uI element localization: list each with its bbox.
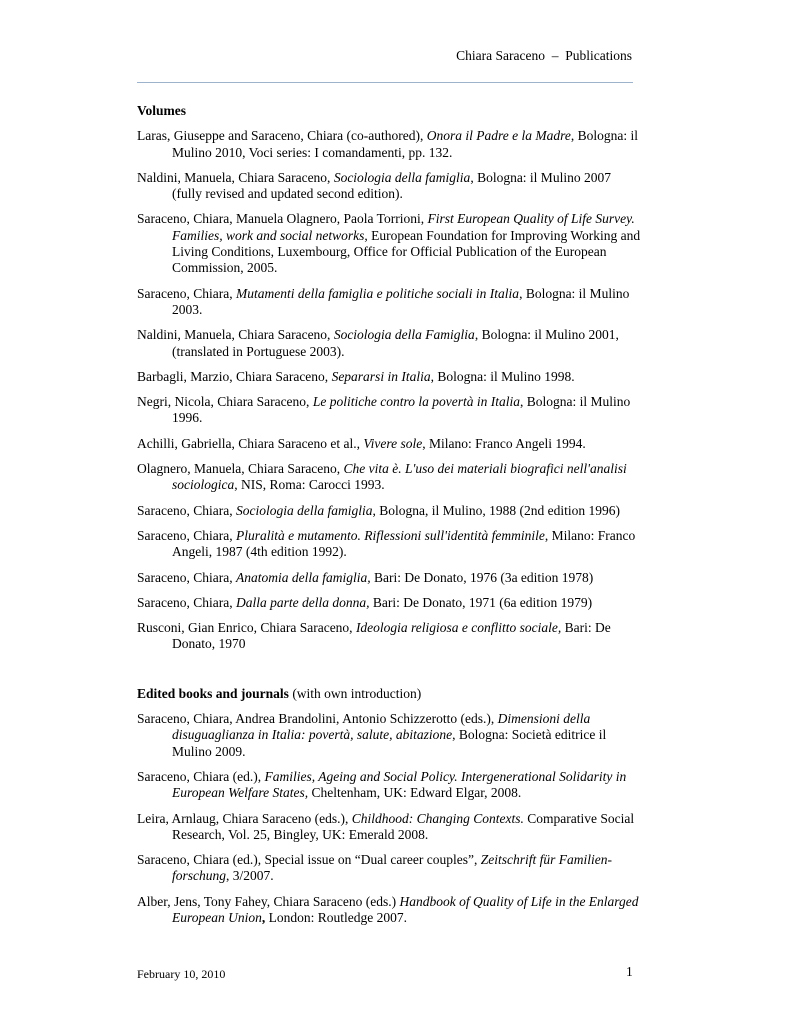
entry-publication: , Milano: Franco Angeli, 1987 (4th edition 1992).: [172, 527, 636, 560]
page-header: Chiara Saraceno – Publications: [456, 48, 632, 63]
bibliography-entry: [137, 170, 641, 203]
entry-title: Anatomia della famiglia,: [235, 569, 371, 585]
entry-title: Sociologia della Famiglia: [333, 327, 475, 343]
entry-authors: Alber, Jens, Tony Fahey, Chiara Saraceno (eds.): [137, 893, 400, 909]
entry-title: Dimensioni della disuguaglianza in Italia: povertà, salute, abitazione: [172, 711, 591, 743]
entry-publication: Bari: De Donato, 1976 (3a edition 1978): [370, 569, 594, 585]
entry-punct: ,: [261, 909, 266, 925]
entry-title: Vivere sole: [363, 435, 423, 451]
bibliography-entry: [137, 528, 641, 561]
entry-publication: , Bologna: il Mulino 2007 (fully revised and updated second edition).: [172, 169, 611, 202]
entry-title: Dalla parte della donna,: [235, 594, 370, 610]
entry-authors: Laras, Giuseppe and Saraceno, Chiara (co-authored),: [137, 128, 427, 144]
entry-publication: , 3/2007.: [226, 868, 274, 884]
entry-title: Onora il Padre e la Madre: [426, 128, 571, 144]
entry-title: Pluralità e mutamento. Riflessioni sull'identità femminile: [235, 527, 545, 543]
entry-authors: Leira, Arnlaug, Chiara Saraceno (eds.),: [137, 810, 352, 826]
entry-title: Le politiche contro la povertà in Italia: [312, 394, 521, 410]
entry-authors: Saraceno, Chiara, Andrea Brandolini, Antonio Schizzerotto (eds.),: [137, 711, 498, 727]
bibliography-entry: [137, 769, 641, 802]
entry-title: Che vita è. L'uso dei materiali biografici nell'analisi sociologica: [172, 461, 627, 493]
entry-title: Handbook of Quality of Life in the Enlarged European Union: [172, 893, 639, 925]
entry-title: Mutamenti della famiglia e politiche sociali in Italia: [235, 285, 520, 301]
volumes-list: [137, 128, 641, 652]
entry-title: First European Quality of Life Survey. Families, work and social networks: [172, 211, 635, 243]
entry-authors: Saraceno, Chiara,: [137, 569, 236, 585]
bibliography-entry: [137, 595, 641, 611]
footer-date: February 10, 2010: [137, 967, 226, 981]
entry-authors: Saraceno, Chiara,: [137, 285, 236, 301]
entry-publication: , European Foundation for Improving Working and Living Conditions, Luxembourg, Office for Official Publication of the European Commission, 2005.: [172, 227, 641, 276]
edited-list: [137, 711, 641, 926]
entry-authors: Saraceno, Chiara,: [137, 594, 236, 610]
entry-title: Zeitschrift für Familien-forschung: [172, 852, 612, 884]
entry-publication: Cheltenham, UK: Edward Elgar, 2008.: [308, 785, 522, 801]
bibliography-entry: [137, 369, 641, 385]
entry-publication: , Bologna: il Mulino 2010, Voci series: I comandamenti, pp. 132.: [172, 128, 638, 160]
bibliography-entry: [137, 894, 641, 927]
entry-authors: Olagnero, Manuela, Chiara Saraceno,: [137, 461, 344, 477]
entry-title: Childhood: Changing Contexts.: [351, 810, 524, 826]
entry-publication: , Bologna: Società editrice il Mulino 2009.: [172, 727, 607, 759]
section-gap: [137, 662, 641, 686]
section-heading-edited: [137, 686, 641, 702]
bibliography-entry: [137, 327, 641, 360]
entry-authors: Naldini, Manuela, Chiara Saraceno,: [137, 169, 334, 185]
header-rule: [137, 82, 633, 83]
bibliography-entry: [137, 394, 641, 427]
entry-publication: London: Routledge 2007.: [265, 909, 407, 925]
edited-heading-subtitle: (with own introduction): [288, 685, 422, 701]
entry-publication: Bari: De Donato, 1970: [172, 620, 611, 652]
entry-authors: Saraceno, Chiara,: [137, 527, 236, 543]
entry-authors: Saraceno, Chiara (ed.),: [137, 768, 265, 784]
entry-publication: Comparative Social Research, Vol. 25, Bingley, UK: Emerald 2008.: [172, 810, 635, 842]
entry-authors: Negri, Nicola, Chiara Saraceno,: [137, 394, 313, 410]
entry-authors: Saraceno, Chiara, Manuela Olagnero, Paola Torrioni,: [137, 211, 428, 227]
page-number: 1: [626, 964, 633, 979]
entry-publication: , Bologna: il Mulino 2001, (translated in Portuguese 2003).: [172, 327, 619, 359]
entry-title: Sociologia della famiglia: [333, 169, 471, 185]
section-heading-volumes: Volumes: [137, 103, 187, 118]
bibliography-entry: [137, 503, 641, 519]
bibliography-entry: [137, 211, 641, 276]
entry-authors: Achilli, Gabriella, Chiara Saraceno et al.,: [137, 435, 364, 451]
entry-authors: Saraceno, Chiara,: [137, 502, 236, 518]
bibliography-entry: [137, 461, 641, 494]
bibliography-entry: [137, 128, 641, 161]
entry-publication: , Milano: Franco Angeli 1994.: [422, 435, 586, 451]
bibliography-entry: [137, 570, 641, 586]
entry-publication: , Bologna: il Mulino 1998.: [430, 368, 575, 384]
bibliography-entry: [137, 811, 641, 844]
entry-publication: Bari: De Donato, 1971 (6a edition 1979): [369, 594, 593, 610]
bibliography-entry: [137, 286, 641, 319]
entry-publication: , Bologna: il Mulino 1996.: [172, 394, 631, 426]
entry-title: Sociologia della famiglia: [235, 502, 373, 518]
entry-title: Families, Ageing and Social Policy. Intergenerational Solidarity in European Welfare States,: [172, 768, 627, 801]
entry-publication: , Bologna: il Mulino 2003.: [172, 285, 630, 317]
entry-title: Separarsi in Italia: [331, 368, 431, 384]
entry-authors: Barbagli, Marzio, Chiara Saraceno,: [137, 368, 332, 384]
bibliography-entry: [137, 436, 641, 452]
entry-title: Ideologia religiosa e conflitto sociale,: [355, 620, 562, 636]
entry-publication: , NIS, Roma: Carocci 1993.: [234, 477, 385, 493]
entry-publication: , Bologna, il Mulino, 1988 (2nd edition 1996): [372, 502, 620, 518]
bibliography-entry: [137, 620, 641, 653]
document-body: [137, 103, 641, 935]
entry-authors: Naldini, Manuela, Chiara Saraceno,: [137, 327, 334, 343]
entry-authors: Rusconi, Gian Enrico, Chiara Saraceno,: [137, 620, 356, 636]
entry-authors: Saraceno, Chiara (ed.), Special issue on “Dual career couples”,: [137, 852, 481, 868]
bibliography-entry: [137, 852, 641, 885]
bibliography-entry: [137, 711, 641, 760]
edited-heading-title: Edited books and journals: [137, 685, 289, 701]
